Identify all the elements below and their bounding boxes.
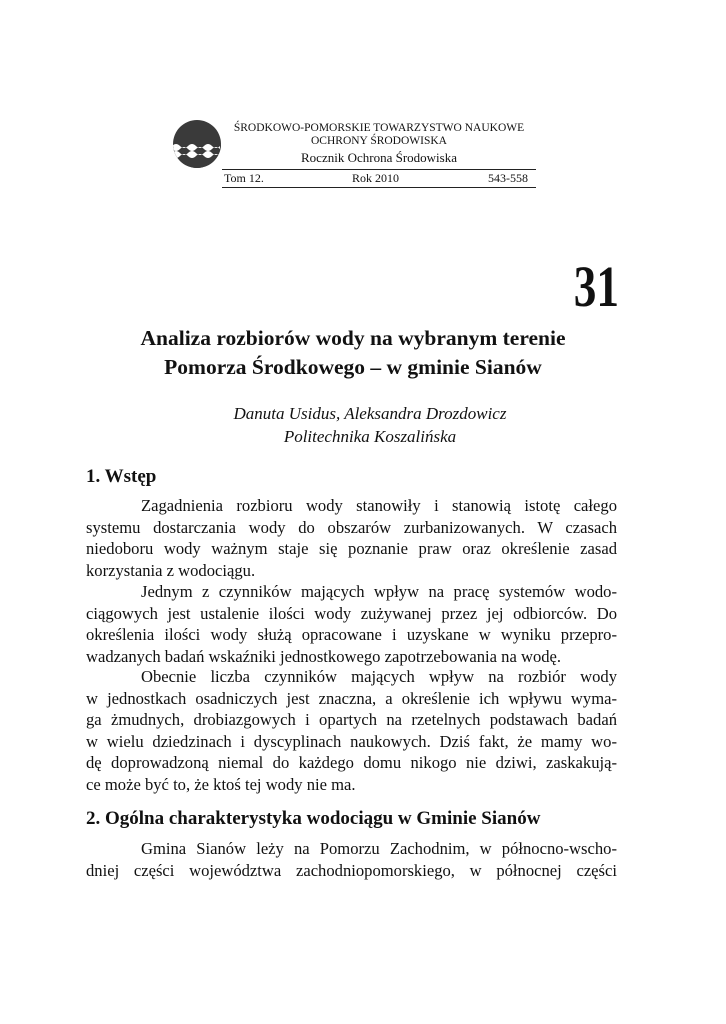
authors: Danuta Usidus, Aleksandra Drozdowicz	[233, 404, 507, 423]
text-line: niedoboru wody ważnym staje się poznanie praw oraz określenie zasad	[86, 539, 617, 559]
text-line: dniej części województwa zachodniopomorskiego, w północnej części	[86, 860, 617, 880]
publisher-name-line1: ŚRODKOWO-POMORSKIE TOWARZYSTWO NAUKOWE	[233, 122, 525, 134]
year-label: Rok 2010	[352, 171, 400, 185]
text-line: korzystania z wodociągu.	[86, 560, 256, 580]
text-line: ce może być to, że ktoś tej wody nie ma.	[86, 774, 356, 794]
text-line: określenia ilości wody służą opracowane i uzyskane w wyniku przepro-	[86, 625, 617, 645]
page-range: 543-558	[488, 171, 528, 185]
text-line: dę doprowadzoną niemal do każdego domu nikogo nie dziwi, zaskakują-	[86, 753, 617, 773]
section-heading-2: 2. Ogólna charakterystyka wodociągu w Gminie Sianów	[86, 808, 541, 829]
text-line: w jednostkach osadniczych jest znaczna, a określenie ich wpływu wyma-	[86, 688, 617, 708]
section-heading-1: 1. Wstęp	[86, 466, 157, 487]
text-line: wadzanych badań wskaźniki jednostkowego zapotrzebowania na wodę.	[86, 646, 562, 666]
paragraph-2	[86, 581, 617, 667]
article-title-line2: Pomorza Środkowego – w gminie Sianów	[164, 355, 542, 379]
volume-label: Tom 12.	[224, 171, 264, 185]
text-line: Zagadnienia rozbioru wody stanowiły i stanowią istotę całego	[141, 496, 617, 515]
publisher-name-line2: OCHRONY ŚRODOWISKA	[311, 135, 447, 147]
header-rule-bottom	[222, 187, 536, 188]
text-line: w wielu dziedzinach i dyscyplinach naukowych. Dziś fakt, że mamy wo-	[86, 731, 617, 751]
affiliation: Politechnika Koszalińska	[283, 427, 457, 446]
text-line: ciągowych jest ustalenie ilości wody zużywanej przez jej odbiorców. Do	[86, 603, 617, 623]
chapter-number: 31	[573, 254, 619, 319]
society-logo	[172, 119, 222, 169]
article-title	[100, 324, 606, 382]
text-line: Obecnie liczba czynników mających wpływ na rozbiór wody	[141, 667, 617, 686]
paragraph-4	[86, 838, 617, 881]
text-line: systemu dostarczania wody do obszarów zurbanizowanych. W czasach	[86, 517, 617, 537]
text-line: Gmina Sianów leży na Pomorzu Zachodnim, w północno-wscho-	[141, 839, 617, 858]
text-line: Jednym z czynników mających wpływ na pracę systemów wodo-	[141, 582, 617, 601]
article-title-line1: Analiza rozbiorów wody na wybranym terenie	[140, 326, 566, 350]
paragraph-3	[86, 666, 617, 796]
paragraph-1	[86, 495, 617, 581]
text-line: ga żmudnych, drobiazgowych i opartych na rzetelnych podstawach badań	[86, 710, 617, 730]
journal-title: Rocznik Ochrona Środowiska	[301, 150, 457, 165]
